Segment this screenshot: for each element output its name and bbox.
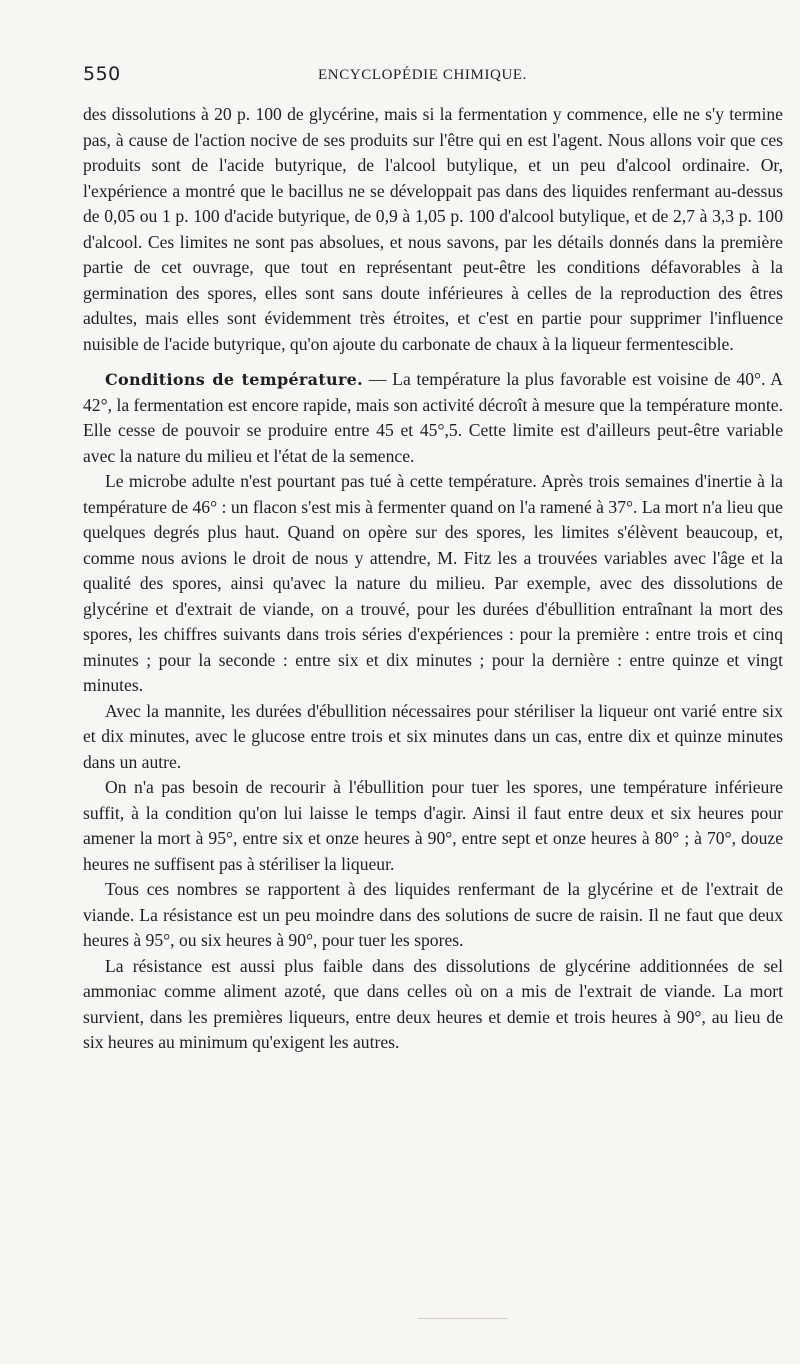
section-heading: Conditions de température. [105,370,364,389]
paragraph-ebullition: On n'a pas besoin de recourir à l'ébullition pour tuer les spores, une température inférieure suffit, à la condition qu'on lui laisse le temps d'agir. Ainsi il faut entre deux et six heures pour amener la mort à 95°, entre six et onze heures à 90°, entre sept et onze heures à 80° ; à 70°, douze heures ne suffisent pas à stériliser la liqueur. [83,777,783,874]
paragraph-opening: des dissolutions à 20 p. 100 de glycérine, mais si la fermentation y commence, elle ne s'y termine pas, à cause de l'action nocive de ses produits sur l'être qui en est l'agent. Nous allons voir que ces produits sont de l'acide butyrique, de l'alcool butylique, et un peu d'alcool ordinaire. Or, l'expérience a montré que le bacillus ne se développait pas dans des liquides renfermant au-dessus de 0,05 ou 1 p. 100 d'acide butyrique, de 0,9 à 1,05 p. 100 d'alcool butylique, et de 2,7 à 3,3 p. 100 d'alcool. Ces limites ne sont pas absolues, et nous savons, par les détails donnés dans la première partie de cet ouvrage, que tout en représentant peut-être les conditions défavorables à la germination des spores, elles sont sans doute inférieures à celles de la reproduction des êtres adultes, mais elles sont évidemment très étroites, et c'est en partie pour supprimer l'influence nuisible de l'acide butyrique, qu'on ajoute du carbonate de chaux à la liqueur fermentescible. [83,104,783,354]
section-text: La température la plus favorable est voisine de 40°. A 42°, la fermentation est encore rapide, mais son activité décroît à mesure que la température monte. Elle cesse de pouvoir se produire entre 45 et 45°,5. Cette limite est d'ailleurs peut-être variable avec la nature du milieu et l'état de la semence. [83,369,783,466]
paragraph-resistance: La résistance est aussi plus faible dans des dissolutions de glycérine additionnées de sel ammoniac comme aliment azoté, que dans celles où on a mis de l'extrait de viande. La mort survient, dans les premières liqueurs, entre deux heures et demie et trois heures à 90°, au lieu de six heures au minimum qu'exigent les autres. [83,955,783,1052]
section-dash: — [363,369,393,389]
print-smudge [418,1318,508,1319]
body-text [83,102,783,1056]
paragraph-glycerine: Tous ces nombres se rapportent à des liquides renfermant de la glycérine et de l'extrait de viande. La résistance est un peu moindre dans des solutions de sucre de raisin. Il ne faut que deux heures à 95°, ou six heures à 90°, pour tuer les spores. [83,879,783,950]
page-header [83,63,785,91]
section-temperature [83,367,783,469]
paragraph-mannite: Avec la mannite, les durées d'ébullition nécessaires pour stériliser la liqueur ont varié entre six et dix minutes, avec le glucose entre trois et six minutes dans un cas, entre dix et quinze minutes dans un autre. [83,700,783,772]
page-number: 550 [83,63,121,85]
paragraph-adult-microbe: Le microbe adulte n'est pourtant pas tué à cette température. Après trois semaines d'inertie à la température de 46° : un flacon s'est mis à fermenter quand on l'a ramené à 37°. La mort n'a lieu que quelques degrés plus haut. Quand on opère sur des spores, les limites s'élèvent beaucoup, et, comme nous avions le droit de nous y attendre, M. Fitz les a trouvées variables avec l'âge et la qualité des spores, ainsi qu'avec la nature du milieu. Par exemple, avec des dissolutions de glycérine et d'extrait de viande, on a trouvé, pour les durées d'ébullition entraînant la mort des spores, les chiffres suivants dans trois séries d'expériences : pour la première : entre trois et cinq minutes ; pour la seconde : entre six et dix minutes ; pour la dernière : entre quinze et vingt minutes. [83,471,783,695]
running-title: ENCYCLOPÉDIE CHIMIQUE. [318,67,528,83]
